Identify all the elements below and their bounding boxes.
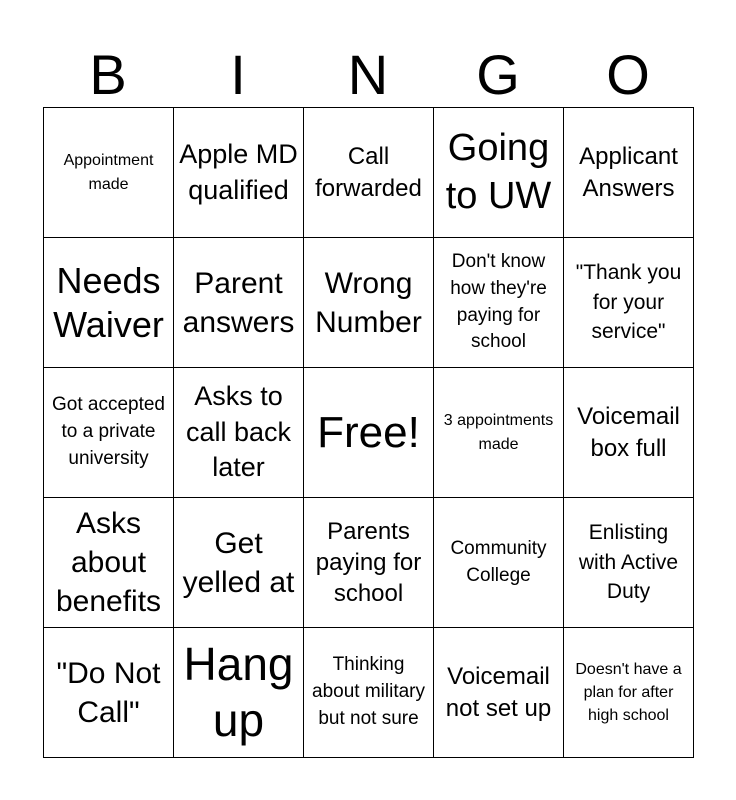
bingo-cell[interactable]: Enlisting with Active Duty [564,498,694,628]
bingo-cell[interactable]: "Do Not Call" [44,628,174,758]
header-letter-g: G [476,43,520,106]
bingo-cell[interactable]: Doesn't have a plan for after high school [564,628,694,758]
bingo-cell-free[interactable]: Free! [304,368,434,498]
bingo-cell[interactable]: Applicant Answers [564,108,694,238]
bingo-cell[interactable]: Got accepted to a private university [44,368,174,498]
bingo-cell[interactable]: Thinking about military but not sure [304,628,434,758]
header-letter-n: N [347,43,389,106]
bingo-cell[interactable]: Call forwarded [304,108,434,238]
header-letter-i: I [230,43,246,106]
header-letter-o: O [606,43,650,106]
bingo-cell[interactable]: Get yelled at [174,498,304,628]
bingo-cell[interactable]: Appointment made [44,108,174,238]
bingo-grid [43,107,694,758]
bingo-cell[interactable]: "Thank you for your service" [564,238,694,368]
bingo-cell[interactable]: Community College [434,498,564,628]
bingo-cell[interactable]: Parents paying for school [304,498,434,628]
bingo-cell[interactable]: Parent answers [174,238,304,368]
bingo-cell[interactable]: Asks to call back later [174,368,304,498]
bingo-header [43,42,693,108]
bingo-cell[interactable]: Asks about benefits [44,498,174,628]
bingo-cell[interactable]: 3 appointments made [434,368,564,498]
header-letter-b: B [89,43,127,106]
bingo-cell[interactable]: Voicemail not set up [434,628,564,758]
bingo-cell[interactable]: Apple MD qualified [174,108,304,238]
bingo-cell[interactable]: Voicemail box full [564,368,694,498]
bingo-cell[interactable]: Don't know how they're paying for school [434,238,564,368]
bingo-cell[interactable]: Going to UW [434,108,564,238]
bingo-cell[interactable]: Hang up [174,628,304,758]
bingo-cell[interactable]: Wrong Number [304,238,434,368]
bingo-cell[interactable]: Needs Waiver [44,238,174,368]
